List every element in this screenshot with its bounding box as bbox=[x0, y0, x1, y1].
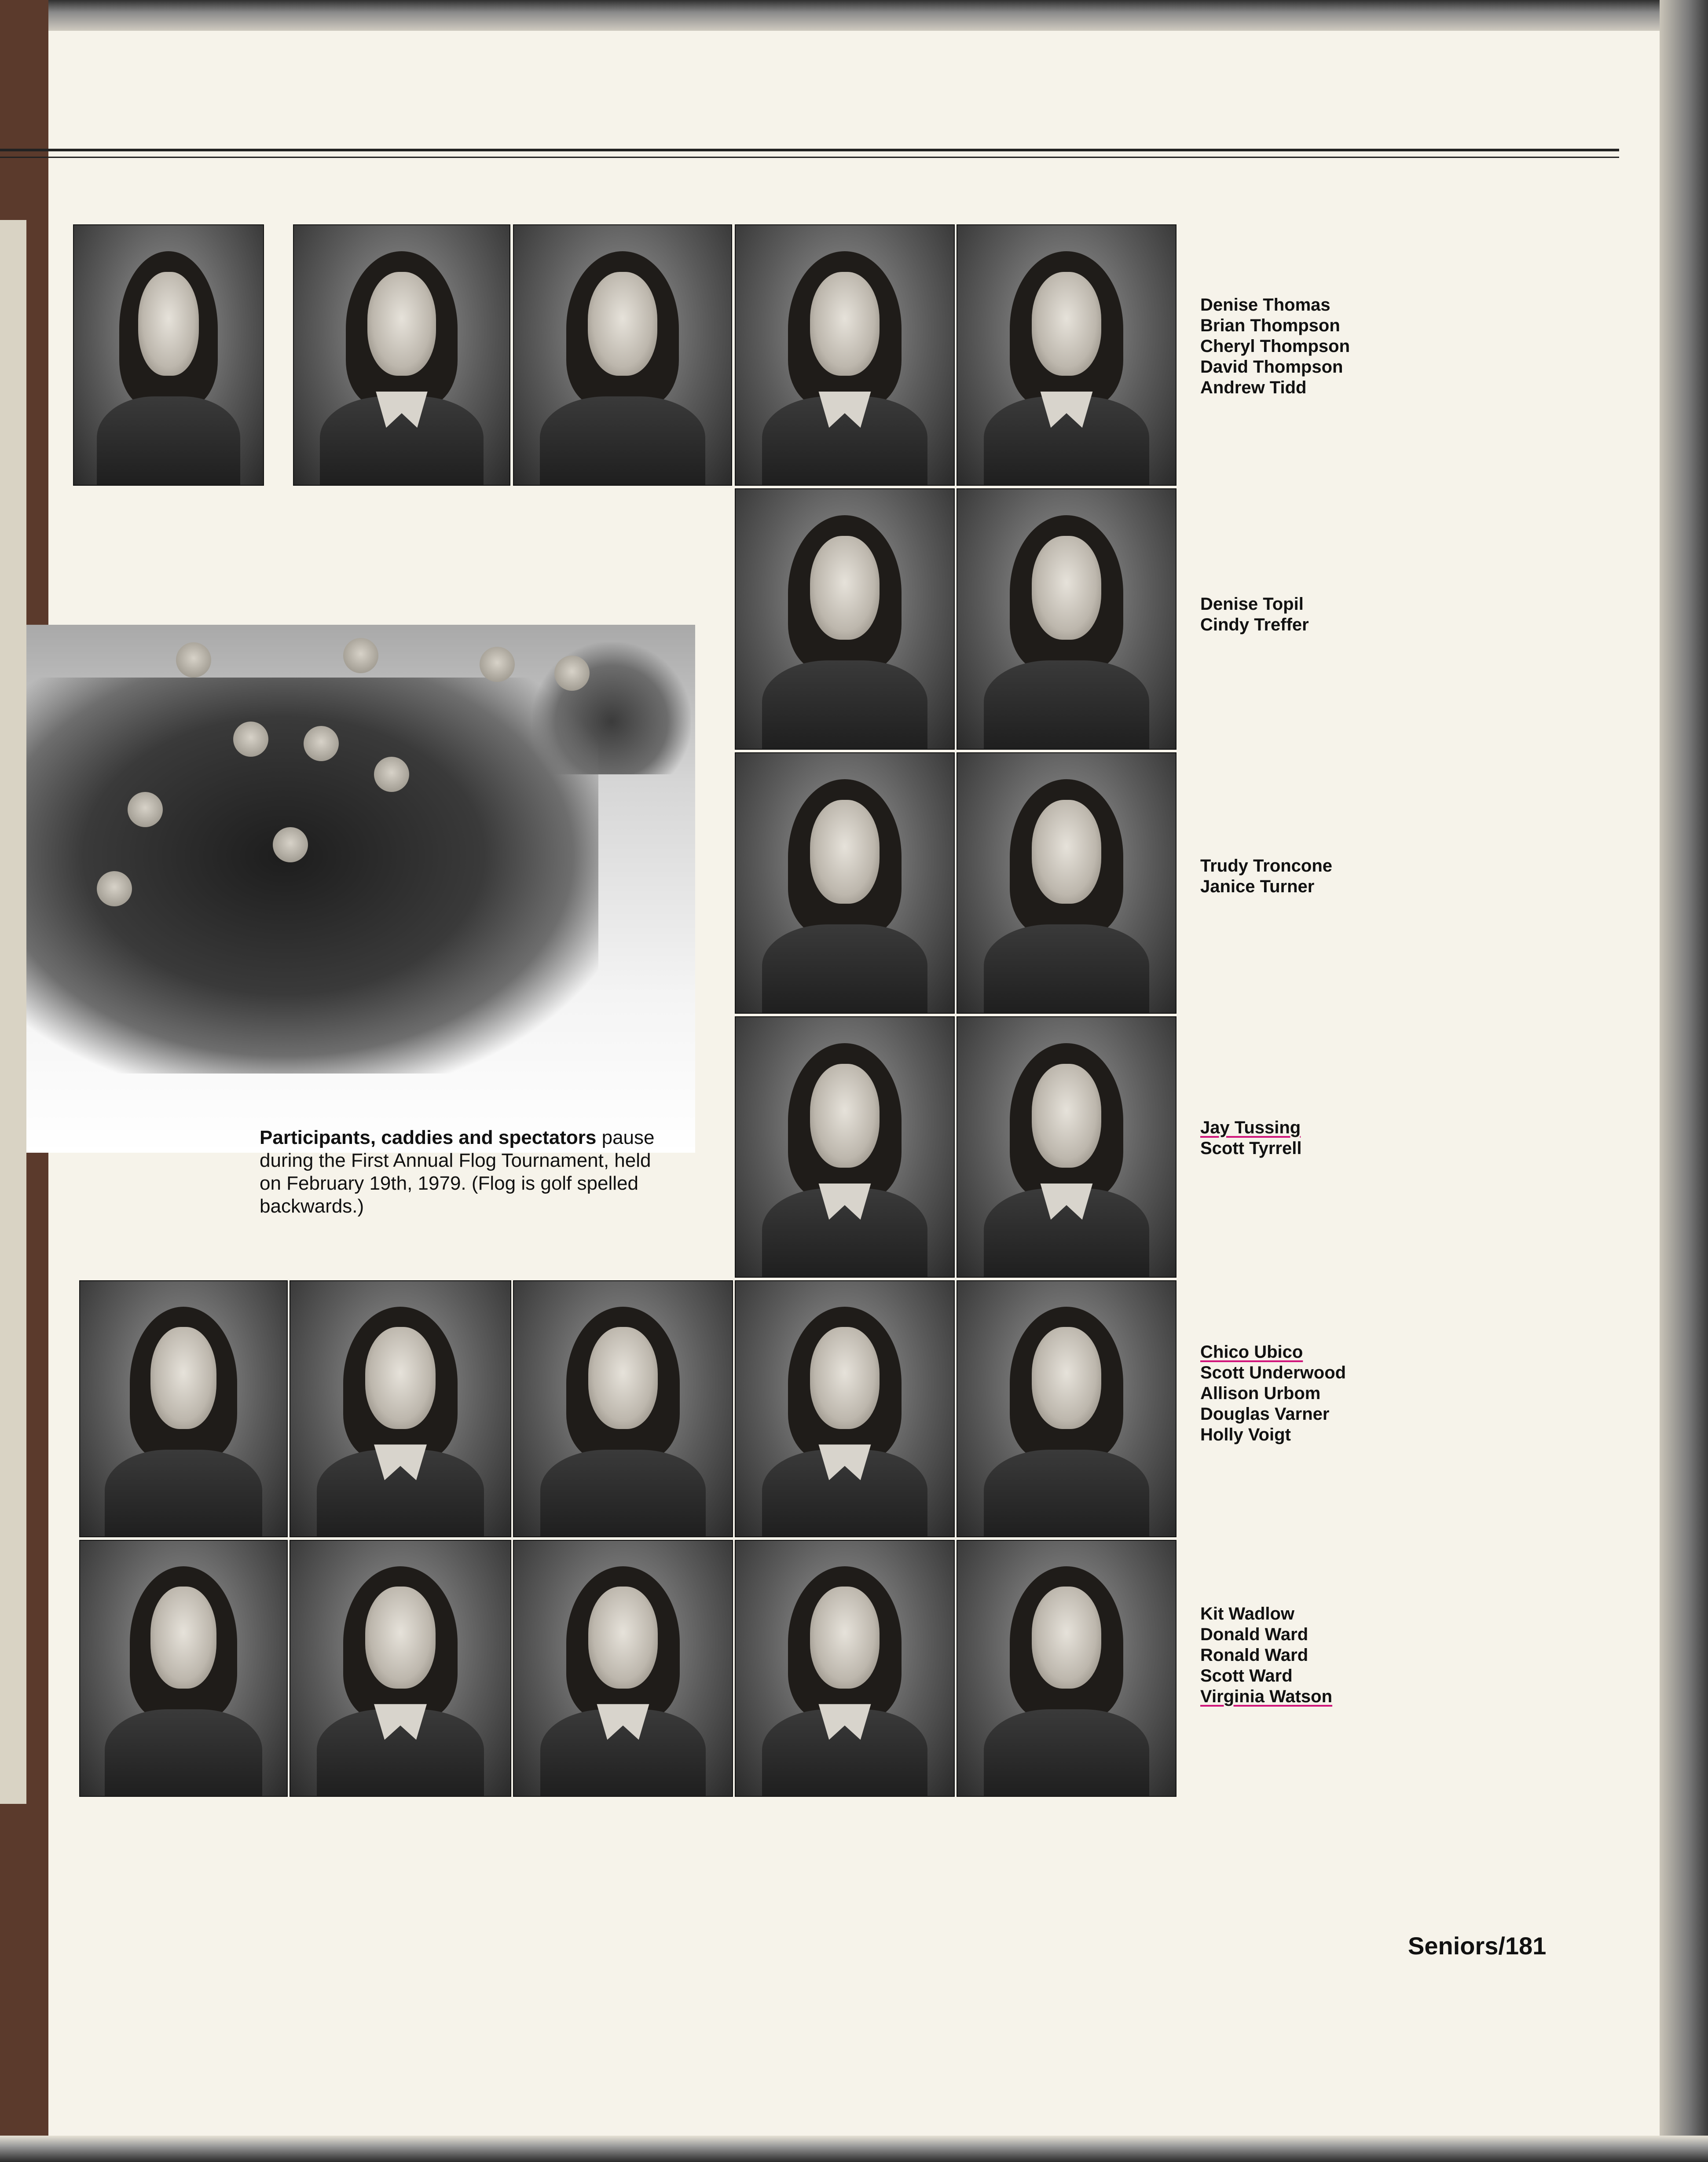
name-list bbox=[1200, 1604, 1332, 1707]
portrait-photo bbox=[957, 1540, 1177, 1797]
portrait-photo bbox=[735, 488, 955, 750]
group-photo-caption bbox=[260, 1126, 673, 1218]
book-bottom-edge bbox=[0, 2136, 1708, 2162]
name-list bbox=[1200, 295, 1350, 398]
student-name: Brian Thompson bbox=[1200, 316, 1340, 335]
student-name: Kit Wadlow bbox=[1200, 1604, 1295, 1623]
portrait-photo bbox=[735, 1016, 955, 1278]
portrait-photo bbox=[513, 1540, 733, 1797]
group-photo bbox=[26, 625, 695, 1153]
name-list bbox=[1200, 594, 1309, 635]
student-name-highlighted: Chico Ubico bbox=[1200, 1342, 1303, 1362]
student-name: Scott Ward bbox=[1200, 1666, 1293, 1686]
student-name: Janice Turner bbox=[1200, 877, 1315, 896]
student-name: Douglas Varner bbox=[1200, 1404, 1330, 1424]
portrait-photo bbox=[957, 1016, 1177, 1278]
header-rule bbox=[0, 149, 1619, 151]
student-name: Holly Voigt bbox=[1200, 1425, 1291, 1444]
student-name-highlighted: Virginia Watson bbox=[1200, 1687, 1333, 1706]
portrait-photo bbox=[293, 224, 510, 486]
portrait-photo bbox=[73, 224, 264, 486]
name-list bbox=[1200, 1342, 1346, 1445]
book-right-edge bbox=[1660, 0, 1708, 2162]
student-name: Denise Topil bbox=[1200, 594, 1304, 614]
portrait-photo bbox=[79, 1540, 288, 1797]
student-name-highlighted: Jay Tussing bbox=[1200, 1118, 1301, 1137]
student-name: Cheryl Thompson bbox=[1200, 337, 1350, 356]
portrait-photo bbox=[513, 224, 732, 486]
book-top-edge bbox=[0, 0, 1708, 31]
portrait-photo bbox=[957, 1280, 1177, 1537]
student-name: David Thompson bbox=[1200, 357, 1343, 377]
portrait-photo bbox=[735, 1540, 955, 1797]
header-rule-thin bbox=[0, 157, 1619, 158]
student-name: Ronald Ward bbox=[1200, 1645, 1308, 1665]
portrait-photo bbox=[957, 752, 1177, 1014]
student-name: Denise Thomas bbox=[1200, 295, 1330, 315]
student-name: Cindy Treffer bbox=[1200, 615, 1309, 634]
student-name: Donald Ward bbox=[1200, 1625, 1308, 1644]
portrait-photo bbox=[735, 1280, 955, 1537]
portrait-photo bbox=[735, 752, 955, 1014]
student-name: Trudy Troncone bbox=[1200, 856, 1333, 876]
student-name: Allison Urbom bbox=[1200, 1384, 1321, 1403]
name-list bbox=[1200, 856, 1332, 897]
page-number: Seniors/181 bbox=[1408, 1932, 1547, 1960]
portrait-photo bbox=[735, 224, 955, 486]
student-name: Scott Tyrrell bbox=[1200, 1139, 1302, 1158]
name-list bbox=[1200, 1118, 1301, 1159]
portrait-photo bbox=[957, 488, 1177, 750]
portrait-photo bbox=[513, 1280, 733, 1537]
portrait-photo bbox=[290, 1280, 511, 1537]
portrait-photo bbox=[290, 1540, 511, 1797]
caption-text: pause during the First Annual Flog Tournament, held on February 19th, 1979. (Flog is golf spelled backwards.) bbox=[260, 1127, 655, 1217]
portrait-photo bbox=[957, 224, 1177, 486]
portrait-photo bbox=[79, 1280, 288, 1537]
student-name: Scott Underwood bbox=[1200, 1363, 1346, 1382]
caption-lead: Participants, caddies and spectators bbox=[260, 1127, 597, 1148]
student-name: Andrew Tidd bbox=[1200, 378, 1307, 397]
facing-page-edge bbox=[0, 220, 26, 1804]
